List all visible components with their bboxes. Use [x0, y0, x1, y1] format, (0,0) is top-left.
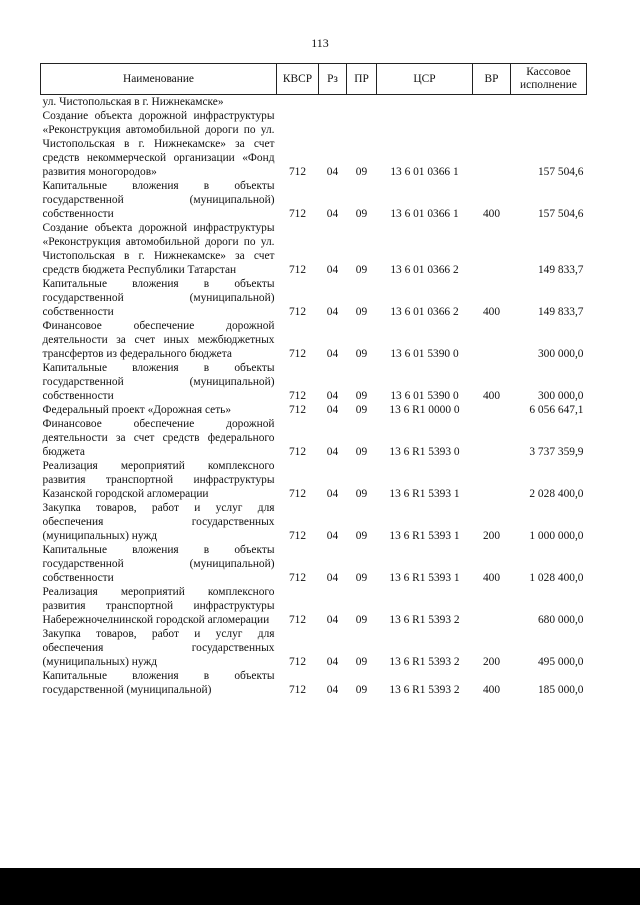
row-sum: 157 504,6 [537, 166, 584, 178]
row-sum: 6 056 647,1 [529, 404, 584, 416]
row-kvsr: 712 [288, 404, 307, 416]
row-csr: 13 6 01 0366 2 [390, 264, 459, 276]
row-name: Федеральный проект «Дорожная сеть» [42, 404, 232, 416]
row-kvsr: 712 [288, 446, 307, 458]
row-sum: 495 000,0 [537, 656, 584, 668]
table-row [41, 459, 587, 501]
table-row [41, 417, 587, 459]
row-sum: 680 000,0 [537, 614, 584, 626]
row-kvsr: 712 [288, 264, 307, 276]
row-rz: 04 [326, 530, 339, 542]
row-pr: 09 [355, 390, 368, 402]
row-vr [473, 403, 511, 417]
header-csr: ЦСР [377, 64, 473, 95]
row-vr: 400 [482, 306, 501, 318]
row-name: Закупка товаров, работ и услуг для обеспечения государственных (муниципальных) нужд [42, 502, 275, 542]
row-sum: 157 504,6 [537, 208, 584, 220]
row-pr: 09 [355, 208, 368, 220]
row-vr [473, 319, 511, 361]
row-kvsr: 712 [288, 166, 307, 178]
row-csr: 13 6 R1 5393 2 [389, 614, 460, 626]
row-csr: 13 6 R1 5393 1 [389, 530, 460, 542]
row-name: Закупка товаров, работ и услуг для обеспечения государственных (муниципальных) нужд [42, 628, 275, 668]
header-vr: ВР [473, 64, 511, 95]
row-pr: 09 [355, 404, 368, 416]
row-sum: 149 833,7 [537, 264, 584, 276]
row-pr: 09 [355, 306, 368, 318]
table-row [41, 543, 587, 585]
row-pr: 09 [355, 530, 368, 542]
row-pr: 09 [355, 348, 368, 360]
row-vr [473, 459, 511, 501]
row-vr: 400 [482, 572, 501, 584]
row-vr: 200 [482, 530, 501, 542]
row-pr: 09 [355, 656, 368, 668]
table-row [41, 627, 587, 669]
header-pr: ПР [347, 64, 377, 95]
row-rz: 04 [326, 306, 339, 318]
row-pr: 09 [355, 488, 368, 500]
header-rz: Рз [319, 64, 347, 95]
row-name: Капитальные вложения в объекты государственной (муниципальной) собственности [42, 544, 275, 584]
row-rz: 04 [326, 390, 339, 402]
row-name: Реализация мероприятий комплексного развития транспортной инфраструктуры Казанской городской агломерации [42, 460, 275, 500]
row-name: Капитальные вложения в объекты государственной (муниципальной) собственности [42, 278, 275, 318]
row-rz: 04 [326, 572, 339, 584]
row-name: Реализация мероприятий комплексного развития транспортной инфраструктуры Набережночелнинской городской агломерации [42, 586, 275, 626]
table-row [41, 95, 587, 110]
row-name: Капитальные вложения в объекты государственной (муниципальной) собственности [42, 180, 275, 220]
row-name: Создание объекта дорожной инфраструктуры «Реконструкция автомобильной дороги по ул. Чистопольская в г. Нижнекамске» за счет средств бюджета Республики Татарстан [42, 222, 275, 276]
row-csr: 13 6 01 0366 2 [390, 306, 459, 318]
row-kvsr: 712 [288, 488, 307, 500]
row-rz [319, 95, 347, 110]
scan-bottom-edge [0, 868, 640, 905]
row-vr: 400 [482, 684, 501, 696]
row-sum: 300 000,0 [537, 348, 584, 360]
row-kvsr: 712 [288, 390, 307, 402]
row-csr [377, 95, 473, 110]
row-pr: 09 [355, 684, 368, 696]
table-row [41, 221, 587, 277]
row-csr: 13 6 R1 5393 1 [389, 572, 460, 584]
table-row [41, 585, 587, 627]
header-kvsr: КВСР [277, 64, 319, 95]
row-vr: 400 [482, 208, 501, 220]
row-vr [473, 417, 511, 459]
page-number: 113 [311, 36, 329, 50]
row-kvsr: 712 [288, 208, 307, 220]
row-name: Капитальные вложения в объекты государственной (муниципальной) собственности [42, 362, 275, 402]
row-sum: 300 000,0 [537, 390, 584, 402]
row-kvsr: 712 [288, 684, 307, 696]
table-row [41, 361, 587, 403]
row-pr: 09 [355, 572, 368, 584]
row-sum: 3 737 359,9 [529, 446, 584, 458]
row-pr: 09 [355, 166, 368, 178]
row-name: ул. Чистопольская в г. Нижнекамске» [42, 96, 224, 108]
row-kvsr [277, 95, 319, 110]
row-csr: 13 6 R1 5393 0 [389, 446, 460, 458]
table-row [41, 669, 587, 697]
row-kvsr: 712 [288, 656, 307, 668]
row-kvsr: 712 [288, 614, 307, 626]
row-name: Создание объекта дорожной инфраструктуры «Реконструкция автомобильной дороги по ул. Чистопольская в г. Нижнекамске» за счет средств некоммерческой организации «Фонд развития моногородов» [42, 110, 275, 178]
row-name: Финансовое обеспечение дорожной деятельности за счет иных межбюджетных трансфертов из федерального бюджета [42, 320, 275, 360]
row-rz: 04 [326, 166, 339, 178]
row-rz: 04 [326, 614, 339, 626]
row-kvsr: 712 [288, 572, 307, 584]
row-sum: 185 000,0 [537, 684, 584, 696]
row-pr: 09 [355, 446, 368, 458]
row-csr: 13 6 01 0366 1 [390, 166, 459, 178]
table-row [41, 501, 587, 543]
row-name: Финансовое обеспечение дорожной деятельности за счет средств федерального бюджета [42, 418, 275, 458]
budget-table [40, 63, 587, 697]
row-vr: 200 [482, 656, 501, 668]
row-sum: 1 000 000,0 [529, 530, 584, 542]
row-rz: 04 [326, 488, 339, 500]
row-csr: 13 6 R1 5393 1 [389, 488, 460, 500]
row-rz: 04 [326, 404, 339, 416]
table-row [41, 109, 587, 179]
row-csr: 13 6 R1 5393 2 [389, 656, 460, 668]
table-row [41, 179, 587, 221]
row-sum: 149 833,7 [537, 306, 584, 318]
row-rz: 04 [326, 656, 339, 668]
table-header-row [41, 64, 587, 95]
row-csr: 13 6 R1 0000 0 [389, 404, 460, 416]
table-row [41, 277, 587, 319]
row-rz: 04 [326, 446, 339, 458]
row-pr: 09 [355, 614, 368, 626]
row-pr [347, 95, 377, 110]
row-csr: 13 6 01 5390 0 [390, 390, 459, 402]
row-vr [473, 109, 511, 179]
row-csr: 13 6 R1 5393 2 [389, 684, 460, 696]
row-csr: 13 6 01 0366 1 [390, 208, 459, 220]
row-vr [473, 585, 511, 627]
row-vr: 400 [482, 390, 501, 402]
row-sum [511, 95, 587, 110]
table-row [41, 319, 587, 361]
row-vr [473, 221, 511, 277]
row-pr: 09 [355, 264, 368, 276]
header-sum: Кассовое исполнение [511, 64, 587, 95]
row-sum: 1 028 400,0 [529, 572, 584, 584]
header-name: Наименование [41, 64, 277, 95]
row-rz: 04 [326, 348, 339, 360]
table-row [41, 403, 587, 417]
row-kvsr: 712 [288, 306, 307, 318]
row-csr: 13 6 01 5390 0 [390, 348, 459, 360]
row-name: Капитальные вложения в объекты государственной (муниципальной) [42, 670, 275, 696]
row-kvsr: 712 [288, 348, 307, 360]
row-rz: 04 [326, 264, 339, 276]
row-rz: 04 [326, 208, 339, 220]
row-rz: 04 [326, 684, 339, 696]
row-sum: 2 028 400,0 [529, 488, 584, 500]
row-kvsr: 712 [288, 530, 307, 542]
row-vr [473, 95, 511, 110]
